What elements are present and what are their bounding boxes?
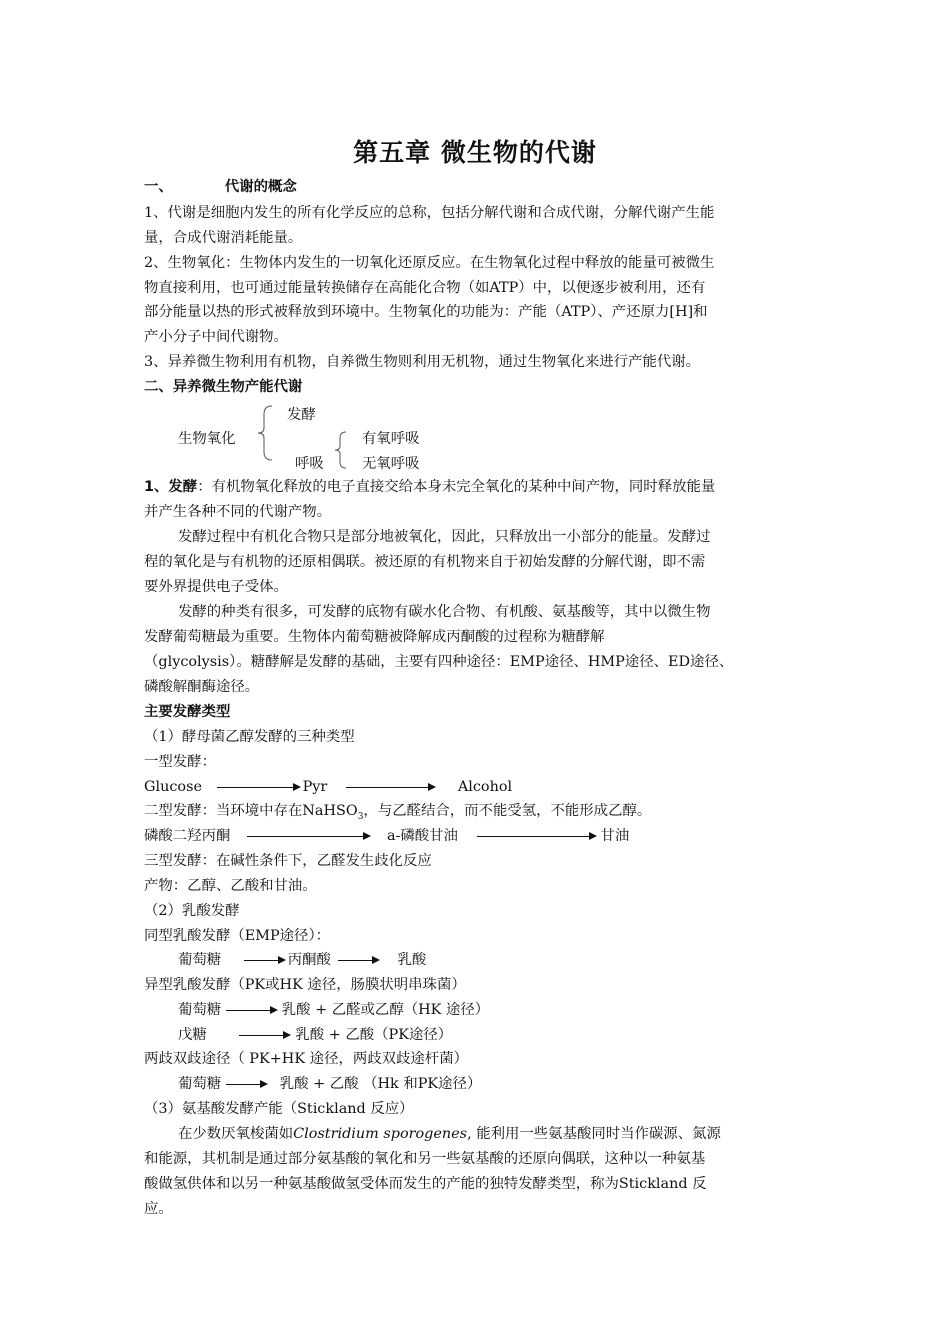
pathway-step: 丙酮酸 [287, 952, 331, 968]
bifido-label: 两歧双歧途径（ PK+HK 途径，两歧双歧途杆菌） [144, 1051, 468, 1067]
paragraph-line: 要外界提供电子受体。 [144, 579, 288, 595]
paragraph-line: 产小分子中间代谢物。 [144, 329, 288, 345]
pathway-step: 葡萄糖 [178, 952, 222, 968]
pathway-step: Glucose [144, 779, 202, 795]
pathway-step: 乳酸 + 乙醛或乙醇（HK 途径） [281, 1002, 490, 1018]
paragraph-line: 3、异养微生物利用有机物，自养微生物则利用无机物，通过生物氧化来进行产能代谢。 [144, 354, 701, 370]
arrow-icon [247, 836, 369, 837]
pathway-step: 乳酸 + 乙酸 （Hk 和PK途径） [279, 1076, 482, 1092]
hetero-lactic-label: 异型乳酸发酵（PK或HK 途径，肠膜状明串珠菌） [144, 977, 466, 993]
subscript: 3 [357, 811, 364, 822]
section-1-title: 代谢的概念 [224, 179, 297, 195]
type3-description: 三型发酵：在碱性条件下，乙醛发生歧化反应 [144, 853, 432, 869]
homo-lactic-label: 同型乳酸发酵（EMP途径）： [144, 928, 331, 944]
arrow-icon [226, 1010, 276, 1011]
type2-pathway [144, 826, 629, 846]
left-brace-icon [256, 404, 276, 462]
arrow-icon [239, 1035, 289, 1036]
paragraph-line: 部分能量以热的形式被释放到环境中。生物氧化的功能为：产能（ATP）、产还原力[H]和 [144, 304, 708, 320]
chapter-title: 第五章 微生物的代谢 [353, 138, 597, 167]
paragraph-text: 在少数厌氧梭菌如 [178, 1126, 294, 1142]
bifido-pathway [178, 1074, 481, 1094]
hetero-pathway-2 [178, 1025, 452, 1045]
fermentation-def-text: ：有机物氧化释放的电子直接交给本身未完全氧化的某种中间产物，同时释放能量 [197, 479, 716, 495]
pathway-step: 磷酸二羟丙酮 [144, 828, 231, 844]
fermentation-label: 1、发酵 [144, 479, 198, 495]
sub-brace-icon [333, 430, 349, 470]
paragraph-line: 发酵过程中有机化合物只是部分地被氧化，因此，只释放出一小部分的能量。发酵过 [178, 529, 711, 545]
pathway-step: 葡萄糖 [178, 1002, 222, 1018]
paragraph-line: 物直接利用，也可通过能量转换储存在高能化合物（如ATP）中，以便逐步被利用，还有 [144, 280, 706, 296]
organism-name: Clostridium sporogenes [293, 1126, 468, 1142]
paragraph-line: 并产生各种不同的代谢产物。 [144, 504, 332, 520]
paragraph-line: 量，合成代谢消耗能量。 [144, 230, 303, 246]
paragraph-line: 和能源，其机制是通过部分氨基酸的氧化和另一些氨基酸的还原向偶联，这种以一种氨基 [144, 1151, 706, 1167]
paragraph-line: 酸做氢供体和以另一种氨基酸做氢受体而发生的产能的独特发酵类型，称为Stickland 反 [144, 1176, 707, 1192]
amino-heading: （3）氨基酸发酵产能（Stickland 反应） [144, 1101, 414, 1117]
lactic-heading: （2）乳酸发酵 [144, 903, 240, 919]
pathway-step: 甘油 [600, 828, 630, 844]
paragraph-text: , 能利用一些氨基酸同时当作碳源、氮源 [467, 1126, 721, 1142]
paragraph-line: 应。 [144, 1201, 173, 1217]
arrow-icon [477, 836, 595, 837]
type2-text: ，与乙醛结合，而不能受氢，不能形成乙醇。 [363, 803, 652, 819]
paragraph-line: 磷酸解酮酶途径。 [144, 679, 260, 695]
section-1-number: 一、 [144, 179, 173, 195]
diagram-root: 生物氧化 [178, 431, 236, 447]
type2-text: 二型发酵：当环境中存在NaHSO [144, 803, 358, 819]
hetero-pathway-1 [178, 1000, 489, 1020]
paragraph-line: 发酵的种类有很多，可发酵的底物有碳水化合物、有机酸、氨基酸等，其中以微生物 [178, 604, 711, 620]
pathway-step: a-磷酸甘油 [386, 828, 458, 844]
type1-pathway [144, 777, 512, 797]
fermentation-definition [144, 477, 715, 497]
arrow-icon [346, 787, 434, 788]
sub-aerobic: 有氧呼吸 [362, 431, 420, 447]
arrow-icon [338, 960, 378, 961]
pathway-step: 葡萄糖 [178, 1076, 222, 1092]
section-2-heading: 二、异养微生物产能代谢 [144, 379, 303, 395]
pathway-step: Pyr [302, 779, 328, 795]
paragraph-line: （glycolysis）。糖酵解是发酵的基础，主要有四种途径：EMP途径、HMP途径、ED途径、 [144, 654, 734, 670]
yeast-heading: （1）酵母菌乙醇发酵的三种类型 [144, 729, 355, 745]
pathway-step: 戊糖 [178, 1027, 207, 1043]
stickland-paragraph-line [178, 1124, 721, 1144]
paragraph-line: 2、生物氧化：生物体内发生的一切氧化还原反应。在生物氧化过程中释放的能量可被微生 [144, 255, 715, 271]
branch-respiration: 呼吸 [295, 456, 324, 472]
type2-description [144, 801, 651, 827]
section-1-heading [144, 177, 297, 197]
paragraph-line: 1、代谢是细胞内发生的所有化学反应的总称，包括分解代谢和合成代谢，分解代谢产生能 [144, 205, 715, 221]
fermentation-types-heading: 主要发酵类型 [144, 704, 231, 720]
arrow-icon [217, 787, 299, 788]
homo-lactic-pathway [178, 950, 426, 970]
arrow-icon [226, 1084, 266, 1085]
pathway-step: Alcohol [457, 779, 513, 795]
sub-anaerobic: 无氧呼吸 [362, 456, 420, 472]
pathway-step: 乳酸 + 乙酸（PK途径） [295, 1027, 453, 1043]
type3-products: 产物：乙醇、乙酸和甘油。 [144, 878, 317, 894]
paragraph-line: 发酵葡萄糖最为重要。生物体内葡萄糖被降解成丙酮酸的过程称为糖酵解 [144, 629, 605, 645]
arrow-icon [244, 960, 284, 961]
branch-fermentation: 发酵 [287, 407, 316, 423]
paragraph-line: 程的氧化是与有机物的还原相偶联。被还原的有机物来自于初始发酵的分解代谢，即不需 [144, 554, 706, 570]
pathway-step: 乳酸 [397, 952, 427, 968]
type1-label: 一型发酵： [144, 754, 216, 770]
